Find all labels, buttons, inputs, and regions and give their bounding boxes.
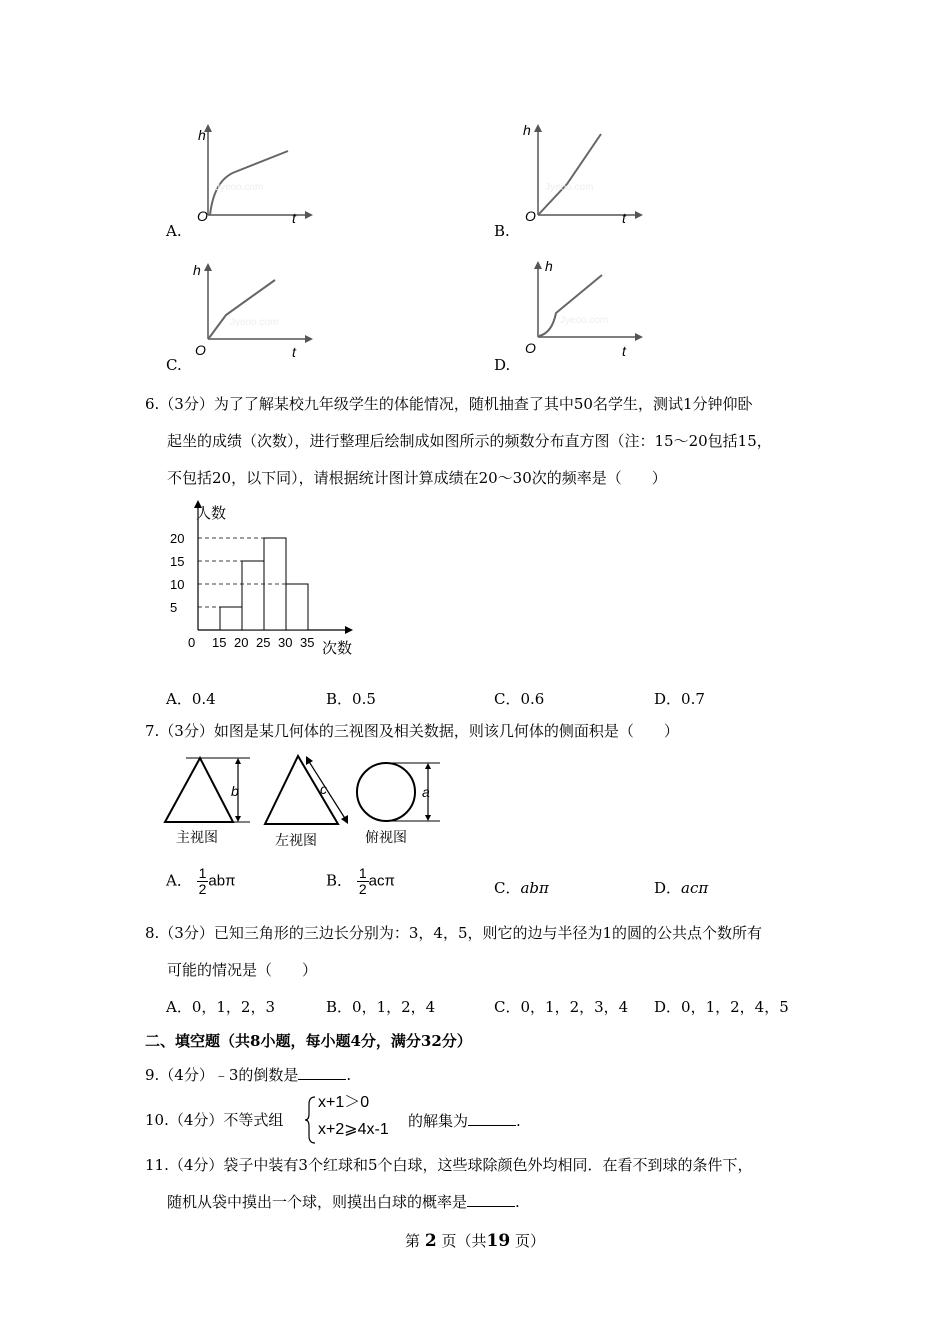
graph-d-watermark: Jyeoo.com [560, 315, 609, 326]
fraction-numerator: 1 [358, 865, 367, 881]
q6-option-b-letter: B． [326, 690, 353, 708]
q7-option-c-letter: C． [494, 879, 521, 897]
dim-label-b: b [231, 783, 239, 799]
q7-option-a-fraction [197, 866, 209, 897]
three-views-svg [160, 752, 460, 852]
q9-answer-blank[interactable] [298, 1065, 346, 1080]
q6-line2: 起坐的成绩（次数），进行整理后绘制成如图所示的频数分布直方图（注：15～20包括15， [167, 432, 772, 450]
q6-option-d-text: 0.7 [681, 690, 705, 708]
section-heading: 二、填空题（共8小题，每小题4分，满分32分） [145, 1032, 472, 1050]
q9-end: . [346, 1066, 352, 1084]
q6-option-a-text: 0.4 [191, 690, 216, 708]
left-view-label: 左视图 [275, 832, 317, 848]
graph-a-svg [160, 120, 320, 245]
q10-inequality-2: x+2⩾4x-1 [318, 1121, 389, 1138]
graph-c-svg [160, 255, 320, 380]
q8-option-b[interactable] [326, 996, 435, 1017]
q7-option-a-tail: ab [208, 872, 226, 890]
q11-line2 [145, 1184, 815, 1221]
q6-option-c-letter: C． [494, 690, 521, 708]
histogram [160, 498, 360, 663]
q5-option-d-letter[interactable]: D. [494, 356, 511, 374]
q6-line3: 不包括20，以下同），请根据统计图计算成绩在20～30次的频率是（ ） [167, 469, 667, 487]
x-axis-arrow [345, 626, 353, 634]
q8-option-d[interactable] [654, 996, 789, 1017]
q9 [145, 1065, 351, 1084]
q8-option-c-text: 0，1，2，3，4 [520, 998, 629, 1016]
three-views-figure [160, 752, 460, 852]
fraction-denominator: 2 [358, 881, 367, 897]
graph-d-x-label: t [622, 343, 626, 359]
dim-label-a: a [422, 784, 430, 800]
q6-option-a-letter: A． [166, 690, 192, 708]
y-axis-label: 人数 [196, 505, 227, 522]
q7-text: 7.（3分）如图是某几何体的三视图及相关数据，则该几何体的侧面积是（ ） [145, 722, 679, 740]
bar-15-20 [220, 607, 242, 630]
graph-a-x-label: t [292, 210, 296, 226]
bar-30-35 [286, 584, 308, 630]
q10-inequality-1: x+1＞0 [318, 1094, 370, 1111]
x-axis-label: 次数 [322, 640, 353, 657]
q8-option-b-text: 0，1，2，4 [352, 998, 436, 1016]
dim-label-c: c [320, 781, 327, 797]
q6-option-c-text: 0.6 [520, 690, 545, 708]
q10-text: 10.（4分）不等式组 [145, 1111, 284, 1129]
graph-c-y-label: h [193, 262, 201, 278]
q7-option-a-letter: A． [166, 871, 192, 890]
q6-option-c[interactable] [494, 688, 544, 709]
q11-answer-blank[interactable] [467, 1192, 515, 1207]
q5-graph-c [160, 255, 320, 380]
q6-option-b-text: 0.5 [352, 690, 376, 708]
q7-option-a[interactable] [166, 866, 235, 897]
brace-icon [305, 1096, 317, 1144]
q10-suffix: 的解集为 [408, 1112, 469, 1130]
q7-option-b-tail: ac [368, 872, 385, 890]
q7-option-b-letter: B． [326, 871, 353, 890]
graph-c-watermark: Jyeoo.com [230, 317, 279, 328]
graph-a-y-label: h [198, 127, 206, 143]
q8-option-a-letter: A． [166, 998, 192, 1016]
q8-option-a[interactable] [166, 996, 275, 1017]
q8-line2: 可能的情况是（ ） [167, 961, 318, 979]
q9-text: 9.（4分）﹣3的倒数是 [145, 1066, 299, 1084]
q10-end: . [516, 1112, 521, 1130]
q5-graph-b [490, 120, 650, 245]
x-tick-label: 30 [278, 635, 293, 650]
q8-option-d-text: 0，1，2，4，5 [681, 998, 789, 1016]
q5-option-c-letter[interactable]: C. [166, 356, 182, 374]
q7-option-d-letter: D． [654, 879, 682, 897]
q7-option-d[interactable] [654, 877, 708, 898]
footer-total-pages: 19 [486, 1231, 511, 1251]
q6-option-a[interactable] [166, 688, 216, 709]
top-view-label: 俯视图 [365, 829, 407, 845]
q11-line2-text: 随机从袋中摸出一个球，则摸出白球的概率是 [167, 1193, 468, 1211]
x-tick-label: 35 [300, 635, 315, 650]
graph-b-watermark: Jyeoo.com [545, 182, 594, 193]
y-tick-label: 5 [170, 600, 178, 615]
q11-text [145, 1147, 815, 1221]
footer-pre: 第 [405, 1232, 421, 1250]
q5-graph-d [490, 255, 650, 380]
q8-option-d-letter: D． [654, 998, 682, 1016]
q5-graph-a [160, 120, 320, 245]
graph-d-svg [490, 255, 650, 380]
x-tick-label: 25 [256, 635, 271, 650]
q6-option-b[interactable] [326, 688, 376, 709]
q5-option-b-letter[interactable]: B. [494, 222, 510, 240]
q7-option-b[interactable] [326, 866, 395, 897]
q7-option-d-text: acπ [681, 879, 709, 897]
front-view-triangle [165, 758, 233, 822]
graph-b-origin: O [525, 208, 536, 224]
x-tick-label: 0 [188, 635, 196, 650]
bar-20-25 [242, 561, 264, 630]
y-tick-label: 10 [170, 577, 185, 592]
q8-line1: 8.（3分）已知三角形的三边长分别为：3，4，5，则它的边与半径为1的圆的公共点个数所有 [145, 924, 763, 942]
q7-option-b-fraction [357, 866, 369, 897]
graph-a-origin: O [197, 208, 208, 224]
q7-option-b-pi: π [384, 872, 395, 890]
q8-option-c[interactable] [494, 996, 628, 1017]
q8-option-a-text: 0，1，2，3 [191, 998, 276, 1016]
fraction-numerator: 1 [198, 865, 207, 881]
footer-page-number: 2 [424, 1231, 437, 1251]
q6-option-d[interactable] [654, 688, 705, 709]
q5-option-a-letter[interactable]: A. [166, 222, 182, 240]
y-tick-label: 20 [170, 531, 185, 546]
page-footer [0, 1230, 950, 1251]
x-tick-label: 15 [212, 635, 227, 650]
footer-post: 页） [514, 1232, 545, 1250]
graph-a-watermark: Jyeoo.com [215, 182, 264, 193]
q7-option-c[interactable] [494, 877, 549, 898]
q7-option-c-text: abπ [520, 879, 549, 897]
graph-b-svg [490, 120, 650, 245]
footer-mid: 页（共 [441, 1232, 487, 1250]
histogram-svg [160, 498, 360, 663]
graph-b-x-label: t [622, 210, 626, 226]
q10-answer-blank[interactable] [468, 1111, 516, 1126]
y-tick-label: 15 [170, 554, 185, 569]
q6-line1: 6.（3分）为了了解某校九年级学生的体能情况，随机抽查了其中50名学生，测试1分钟仰卧 [145, 395, 753, 413]
graph-d-y-label: h [545, 258, 553, 274]
q8-option-c-letter: C． [494, 998, 521, 1016]
front-view-label: 主视图 [176, 829, 218, 845]
graph-b-y-label: h [523, 122, 531, 138]
top-view-circle [357, 763, 415, 821]
q8-option-b-letter: B． [326, 998, 353, 1016]
graph-c-x-label: t [292, 344, 296, 360]
q11-line1: 11.（4分）袋子中装有3个红球和5个白球，这些球除颜色外均相同．在看不到球的条件下， [145, 1156, 753, 1174]
q10 [145, 1094, 745, 1146]
q7-option-a-pi: π [225, 872, 236, 890]
x-tick-label: 20 [234, 635, 249, 650]
fraction-denominator: 2 [198, 881, 207, 897]
graph-d-origin: O [525, 340, 536, 356]
q8-text [145, 915, 815, 989]
graph-c-origin: O [195, 342, 206, 358]
q6-text [145, 386, 815, 497]
q11-end: . [515, 1193, 520, 1211]
q6-option-d-letter: D． [654, 690, 682, 708]
q10-tail [408, 1111, 521, 1130]
